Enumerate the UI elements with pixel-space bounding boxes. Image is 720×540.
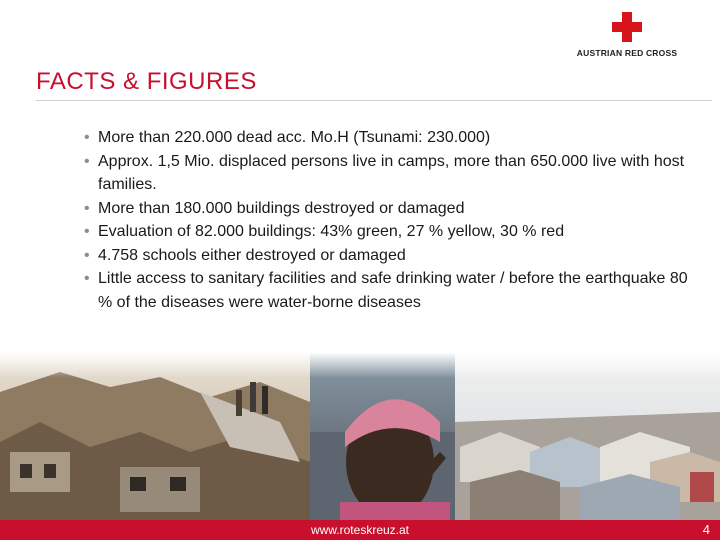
austrian-red-cross-logo <box>572 12 682 58</box>
photo-collage <box>0 352 720 520</box>
footer-bar <box>0 520 720 540</box>
bullet-item: • Evaluation of 82.000 buildings: 43% green, 27 % yellow, 30 % red <box>84 220 704 244</box>
bullet-item: • Approx. 1,5 Mio. displaced persons live in camps, more than 650.000 live with host families. <box>84 150 704 197</box>
title-divider <box>36 100 712 101</box>
bullet-item: • 4.758 schools either destroyed or damaged <box>84 244 704 268</box>
page-number: 4 <box>702 522 710 537</box>
footer-url: www.roteskreuz.at <box>310 523 410 537</box>
bullet-item: • Little access to sanitary facilities and safe drinking water / before the earthquake 80 % of the diseases were water-borne diseases <box>84 267 704 314</box>
bullet-item: • More than 220.000 dead acc. Mo.H (Tsunami: 230.000) <box>84 126 704 150</box>
logo-text: AUSTRIAN RED CROSS <box>576 48 678 58</box>
slide-title: FACTS & FIGURES <box>36 68 257 95</box>
red-cross-icon <box>612 12 642 42</box>
bullet-item: • More than 180.000 buildings destroyed or damaged <box>84 197 704 221</box>
bullet-list <box>84 126 704 314</box>
